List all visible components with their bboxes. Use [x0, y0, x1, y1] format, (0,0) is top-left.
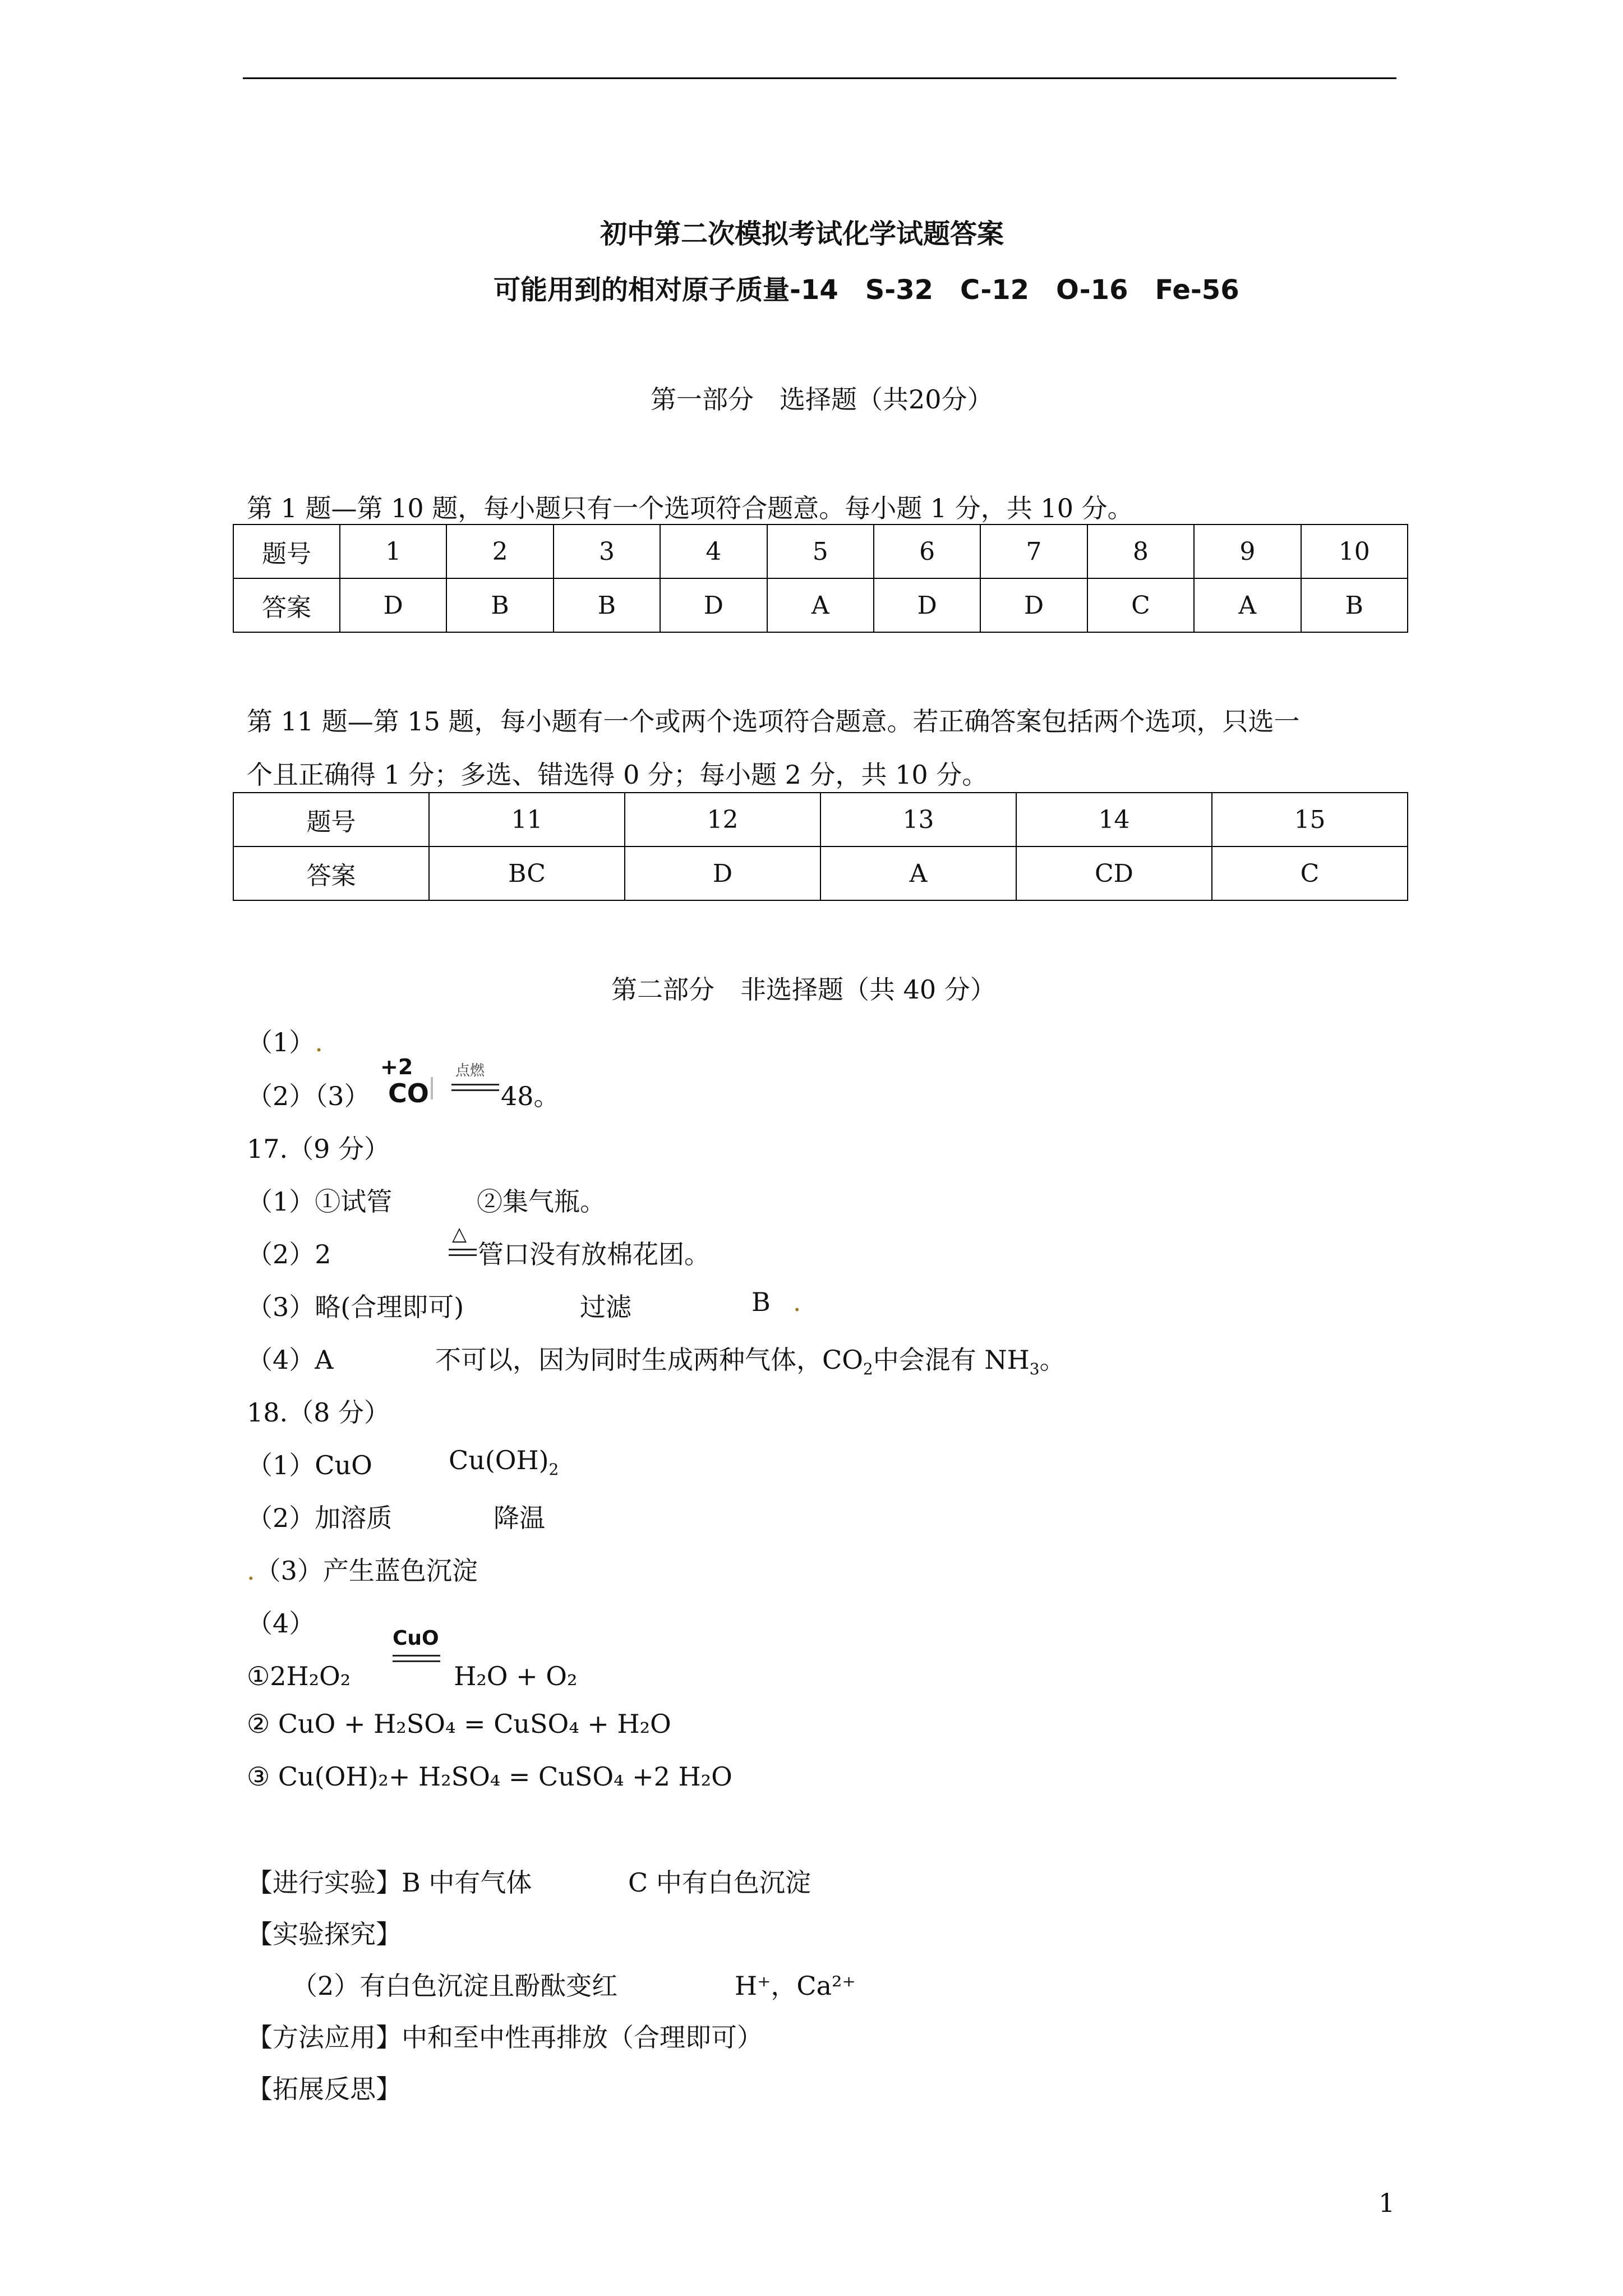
- table-cell: CD: [1016, 846, 1212, 900]
- table-cell: 13: [820, 793, 1016, 846]
- part1-instruction-2-line1: 第 11 题—第 15 题，每小题有一个或两个选项符合题意。若正确答案包括两个选项，只选一: [247, 706, 1300, 737]
- experiment-a: 【进行实验】B 中有气体: [247, 1867, 532, 1898]
- table-row: [233, 846, 1408, 900]
- table-row: [233, 524, 1408, 578]
- q17-3c: [751, 1287, 801, 1317]
- method-application: 【方法应用】中和至中性再排放（合理即可）: [247, 2022, 763, 2053]
- dot-mark: .: [247, 1556, 255, 1586]
- table-cell: 6: [874, 524, 980, 578]
- q17-header: 17.（9 分）: [247, 1134, 390, 1164]
- ignite-label: 点燃: [455, 1062, 485, 1079]
- dot-mark: .: [315, 1027, 323, 1057]
- q18-1b: Cu(OH): [449, 1445, 549, 1475]
- table-cell: BC: [429, 846, 625, 900]
- q17-2b: 管口没有放棉花团。: [478, 1239, 710, 1269]
- atomic-masses: 可能用到的相对原子质量-14 S-32 C-12 O-16 Fe-56: [494, 274, 1239, 306]
- table-cell: D: [340, 578, 446, 632]
- table-cell: D: [625, 846, 820, 900]
- part1-instruction-2-line2: 个且正确得 1 分；多选、错选得 0 分；每小题 2 分，共 10 分。: [247, 760, 988, 790]
- table-cell: 5: [767, 524, 874, 578]
- table-row: [233, 793, 1408, 846]
- header-rule: [243, 77, 1396, 79]
- table-cell: 14: [1016, 793, 1212, 846]
- equals-line-2: [451, 1089, 499, 1091]
- explore-2b: H⁺，Ca²⁺: [735, 1971, 856, 2001]
- q17-3b: 过滤: [580, 1292, 631, 1322]
- table-cell: 11: [429, 793, 625, 846]
- q16-part1: [247, 1022, 323, 1059]
- explore-heading: 【实验探究】: [247, 1919, 402, 1949]
- table-cell: 答案: [233, 578, 340, 632]
- page-number: 1: [1378, 2188, 1395, 2218]
- q16-part2-suffix: 48。: [501, 1081, 560, 1111]
- table-cell: 题号: [233, 524, 340, 578]
- table-cell: C: [1212, 846, 1408, 900]
- q17-4b-line: [435, 1340, 1066, 1378]
- equals-line-3: [449, 1249, 477, 1250]
- table-cell: 答案: [233, 846, 429, 900]
- q18-header: 18.（8 分）: [247, 1397, 390, 1428]
- heat-symbol: △: [452, 1223, 467, 1245]
- equation-1: ①2H₂O₂ H₂O + O₂: [247, 1661, 578, 1691]
- q16-part1-label: （1）: [247, 1027, 315, 1057]
- explore-2a: （2）有白色沉淀且酚酞变红: [292, 1971, 618, 2001]
- table-cell: 7: [980, 524, 1087, 578]
- table-cell: C: [1087, 578, 1194, 632]
- q17-4d: 。: [1039, 1345, 1066, 1375]
- catalyst-label: CuO: [393, 1627, 439, 1650]
- experiment-b: C 中有白色沉淀: [628, 1867, 811, 1898]
- table-cell: B: [1301, 578, 1408, 632]
- equation-2: ② CuO + H₂SO₄ = CuSO₄ + H₂O: [247, 1709, 671, 1739]
- dot-mark: .: [792, 1287, 801, 1317]
- table-cell: B: [446, 578, 553, 632]
- table-cell: 1: [340, 524, 446, 578]
- table-cell: A: [820, 846, 1016, 900]
- answer-table-2: [233, 792, 1408, 901]
- table-cell: B: [554, 578, 660, 632]
- equals-line-1: [451, 1084, 499, 1085]
- q17-3a: （3）略(合理即可): [247, 1292, 464, 1322]
- table-cell: 9: [1194, 524, 1301, 578]
- table-cell: 3: [554, 524, 660, 578]
- q17-4b-sub: 2: [863, 1360, 873, 1379]
- table-cell: 12: [625, 793, 820, 846]
- part2-heading: 第二部分 非选择题（共 40 分）: [611, 974, 996, 1005]
- q18-1a: （1）CuO: [247, 1450, 372, 1480]
- q17-4c-sub: 3: [1029, 1360, 1040, 1379]
- table-cell: D: [980, 578, 1087, 632]
- table-cell: 8: [1087, 524, 1194, 578]
- table-cell: 2: [446, 524, 553, 578]
- table-row: [233, 578, 1408, 632]
- q17-3c-label: B: [751, 1287, 771, 1317]
- table-cell: 题号: [233, 793, 429, 846]
- q16-part2-prefix: （2）（3）: [247, 1081, 370, 1111]
- table-cell: A: [767, 578, 874, 632]
- q18-2a: （2）加溶质: [247, 1503, 393, 1533]
- q18-1b-sub: 2: [548, 1460, 559, 1479]
- page-title: 初中第二次模拟考试化学试题答案: [600, 218, 1004, 250]
- equals-line-4: [449, 1254, 477, 1256]
- q18-3: （3）产生蓝色沉淀: [255, 1556, 478, 1586]
- co-valence: +2: [380, 1055, 413, 1079]
- q18-2b: 降温: [494, 1503, 545, 1533]
- table-cell: A: [1194, 578, 1301, 632]
- equation-3: ③ Cu(OH)₂+ H₂SO₄ = CuSO₄ +2 H₂O: [247, 1761, 732, 1792]
- q17-4a: （4）A: [247, 1345, 334, 1375]
- reflect-heading: 【拓展反思】: [247, 2074, 402, 2104]
- table-cell: D: [874, 578, 980, 632]
- q17-2a: （2）2: [247, 1239, 331, 1269]
- table-cell: 10: [1301, 524, 1408, 578]
- q17-1b: ②集气瓶。: [477, 1186, 606, 1217]
- table-cell: 15: [1212, 793, 1408, 846]
- part1-heading: 第一部分 选择题（共20分）: [651, 384, 993, 415]
- q18-1b-line: [449, 1445, 559, 1479]
- q18-4: （4）: [247, 1608, 315, 1639]
- q17-4c: 中会混有 NH: [873, 1345, 1030, 1375]
- q17-4b: 不可以，因为同时生成两种气体，CO: [435, 1345, 863, 1375]
- divider-mark: [431, 1077, 433, 1099]
- co-formula: CO: [388, 1078, 429, 1108]
- table-cell: D: [660, 578, 767, 632]
- q17-1a: （1）①试管: [247, 1186, 393, 1217]
- answer-table-1: [233, 524, 1408, 633]
- table-cell: 4: [660, 524, 767, 578]
- part1-instruction-1: 第 1 题—第 10 题，每小题只有一个选项符合题意。每小题 1 分，共 10 分。: [247, 493, 1133, 523]
- q18-3-line: [247, 1550, 478, 1588]
